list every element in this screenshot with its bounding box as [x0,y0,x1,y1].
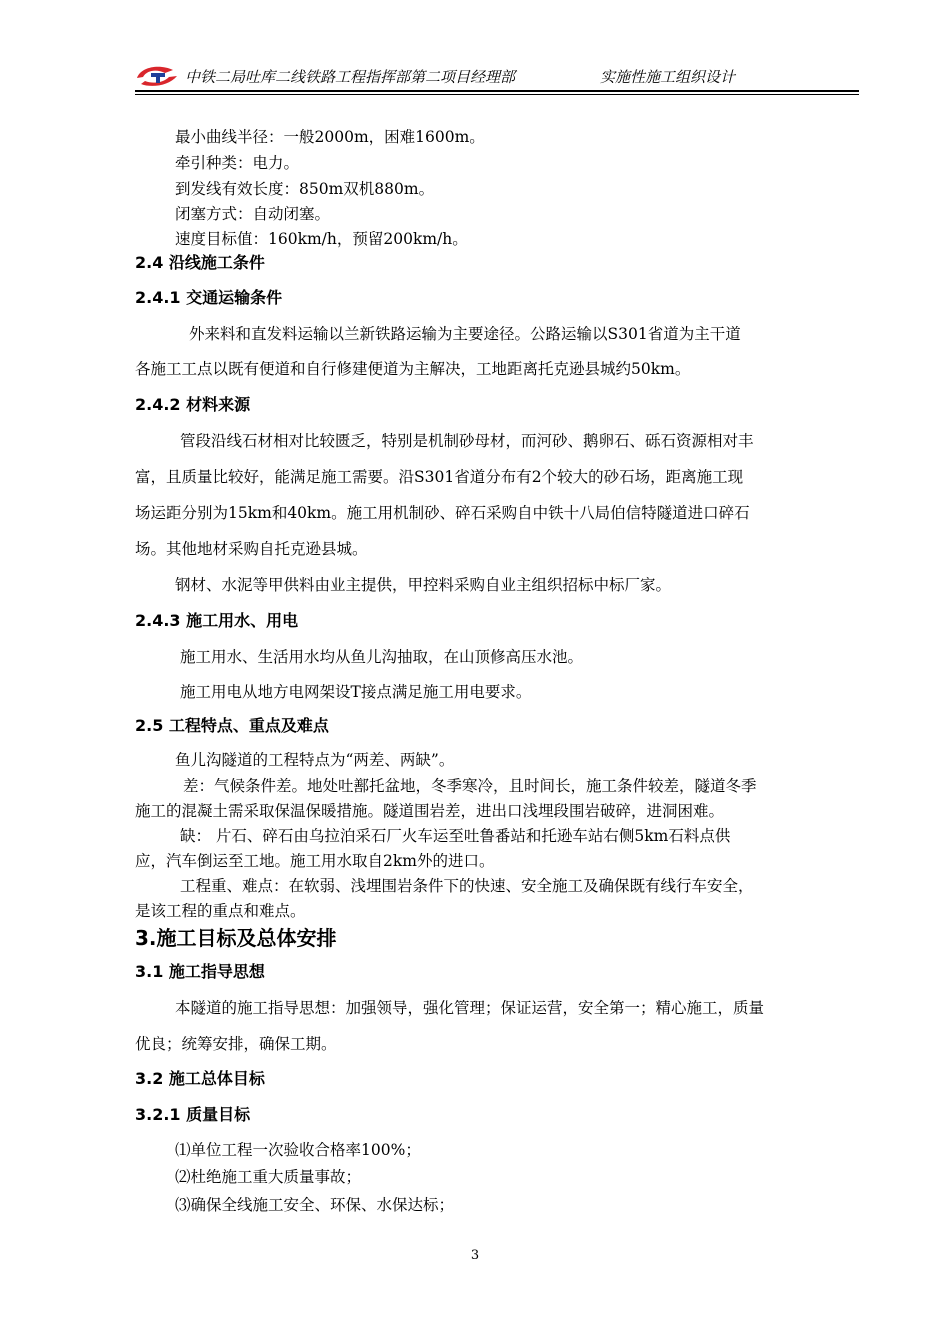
header-organization: 中铁二局吐库二线铁路工程指挥部第二项目经理部 [185,68,516,86]
paragraph-line: 各施工工点以既有便道和自行修建便道为主解决，工地距离托克逊县城约50km。 [135,360,691,378]
company-logo-icon [135,64,179,88]
section-heading: 2.4.1 交通运输条件 [135,288,283,307]
page-number: 3 [470,1248,480,1263]
spec-line: 到发线有效长度：850m双机880m。 [175,180,435,198]
paragraph-line: 场。其他地材采购自托克逊县城。 [135,540,368,558]
paragraph-line: 应，汽车倒运至工地。施工用水取自2km外的进口。 [135,852,495,870]
paragraph-line: 管段沿线石材相对比较匮乏，特别是机制砂母材，而河砂、鹅卵石、砾石资源相对丰 [180,432,754,450]
spec-line: 牵引种类：电力。 [175,154,300,172]
paragraph-line: 本隧道的施工指导思想：加强领导，强化管理；保证运营，安全第一；精心施工，质量 [175,999,765,1017]
header-rule-thin [135,94,859,95]
list-item: ⑶确保全线施工安全、环保、水保达标； [175,1196,455,1214]
section-heading: 3.2 施工总体目标 [135,1069,265,1088]
paragraph-line: 施工的混凝土需采取保温保暖措施。隧道围岩差，进出口浅埋段围岩破碎，进洞困难。 [135,802,725,820]
paragraph-line: 施工用电从地方电网架设T接点满足施工用电要求。 [180,683,532,701]
paragraph-line: 富，且质量比较好，能满足施工需要。沿S301省道分布有2个较大的砂石场，距离施工现 [135,468,744,486]
chapter-heading: 3.施工目标及总体安排 [135,926,337,950]
paragraph-line: 鱼儿沟隧道的工程特点为“两差、两缺”。 [175,751,455,769]
list-item: ⑵杜绝施工重大质量事故； [175,1168,362,1186]
paragraph-line: 外来料和直发料运输以兰新铁路运输为主要途径。公路运输以S301省道为主干道 [189,325,741,343]
list-item: ⑴单位工程一次验收合格率100%； [175,1141,421,1159]
section-heading: 2.4 沿线施工条件 [135,253,265,272]
section-heading: 2.5 工程特点、重点及难点 [135,716,329,735]
paragraph-line: 施工用水、生活用水均从鱼儿沟抽取，在山顶修高压水池。 [180,648,584,666]
paragraph-line: 差：气候条件差。地处吐鄯托盆地，冬季寒冷，且时间长，施工条件较差，隧道冬季 [183,777,757,795]
paragraph-line: 工程重、难点：在软弱、浅埋围岩条件下的快速、安全施工及确保既有线行车安全， [180,877,754,895]
paragraph-line: 场运距分别为15km和40km。施工用机制砂、碎石采购自中铁十八局伯信特隧道进口碎石 [135,504,750,522]
section-heading: 3.1 施工指导思想 [135,962,265,981]
spec-line: 最小曲线半径：一般2000m，困难1600m。 [175,128,485,146]
spec-line: 闭塞方式：自动闭塞。 [175,205,331,223]
header-rule [135,90,859,92]
paragraph-line: 缺： 片石、碎石由乌拉泊采石厂火车运至吐鲁番站和托逊车站右侧5km石料点供 [180,827,731,845]
paragraph-line: 钢材、水泥等甲供料由业主提供，甲控料采购自业主组织招标中标厂家。 [175,576,672,594]
section-heading: 2.4.3 施工用水、用电 [135,611,299,630]
paragraph-line: 是该工程的重点和难点。 [135,902,306,920]
section-heading: 3.2.1 质量目标 [135,1105,251,1124]
spec-line: 速度目标值：160km/h，预留200km/h。 [175,230,468,248]
paragraph-line: 优良；统筹安排，确保工期。 [135,1035,337,1053]
section-heading: 2.4.2 材料来源 [135,395,251,414]
header-document-title: 实施性施工组织设计 [600,68,736,86]
page-header [135,64,859,90]
